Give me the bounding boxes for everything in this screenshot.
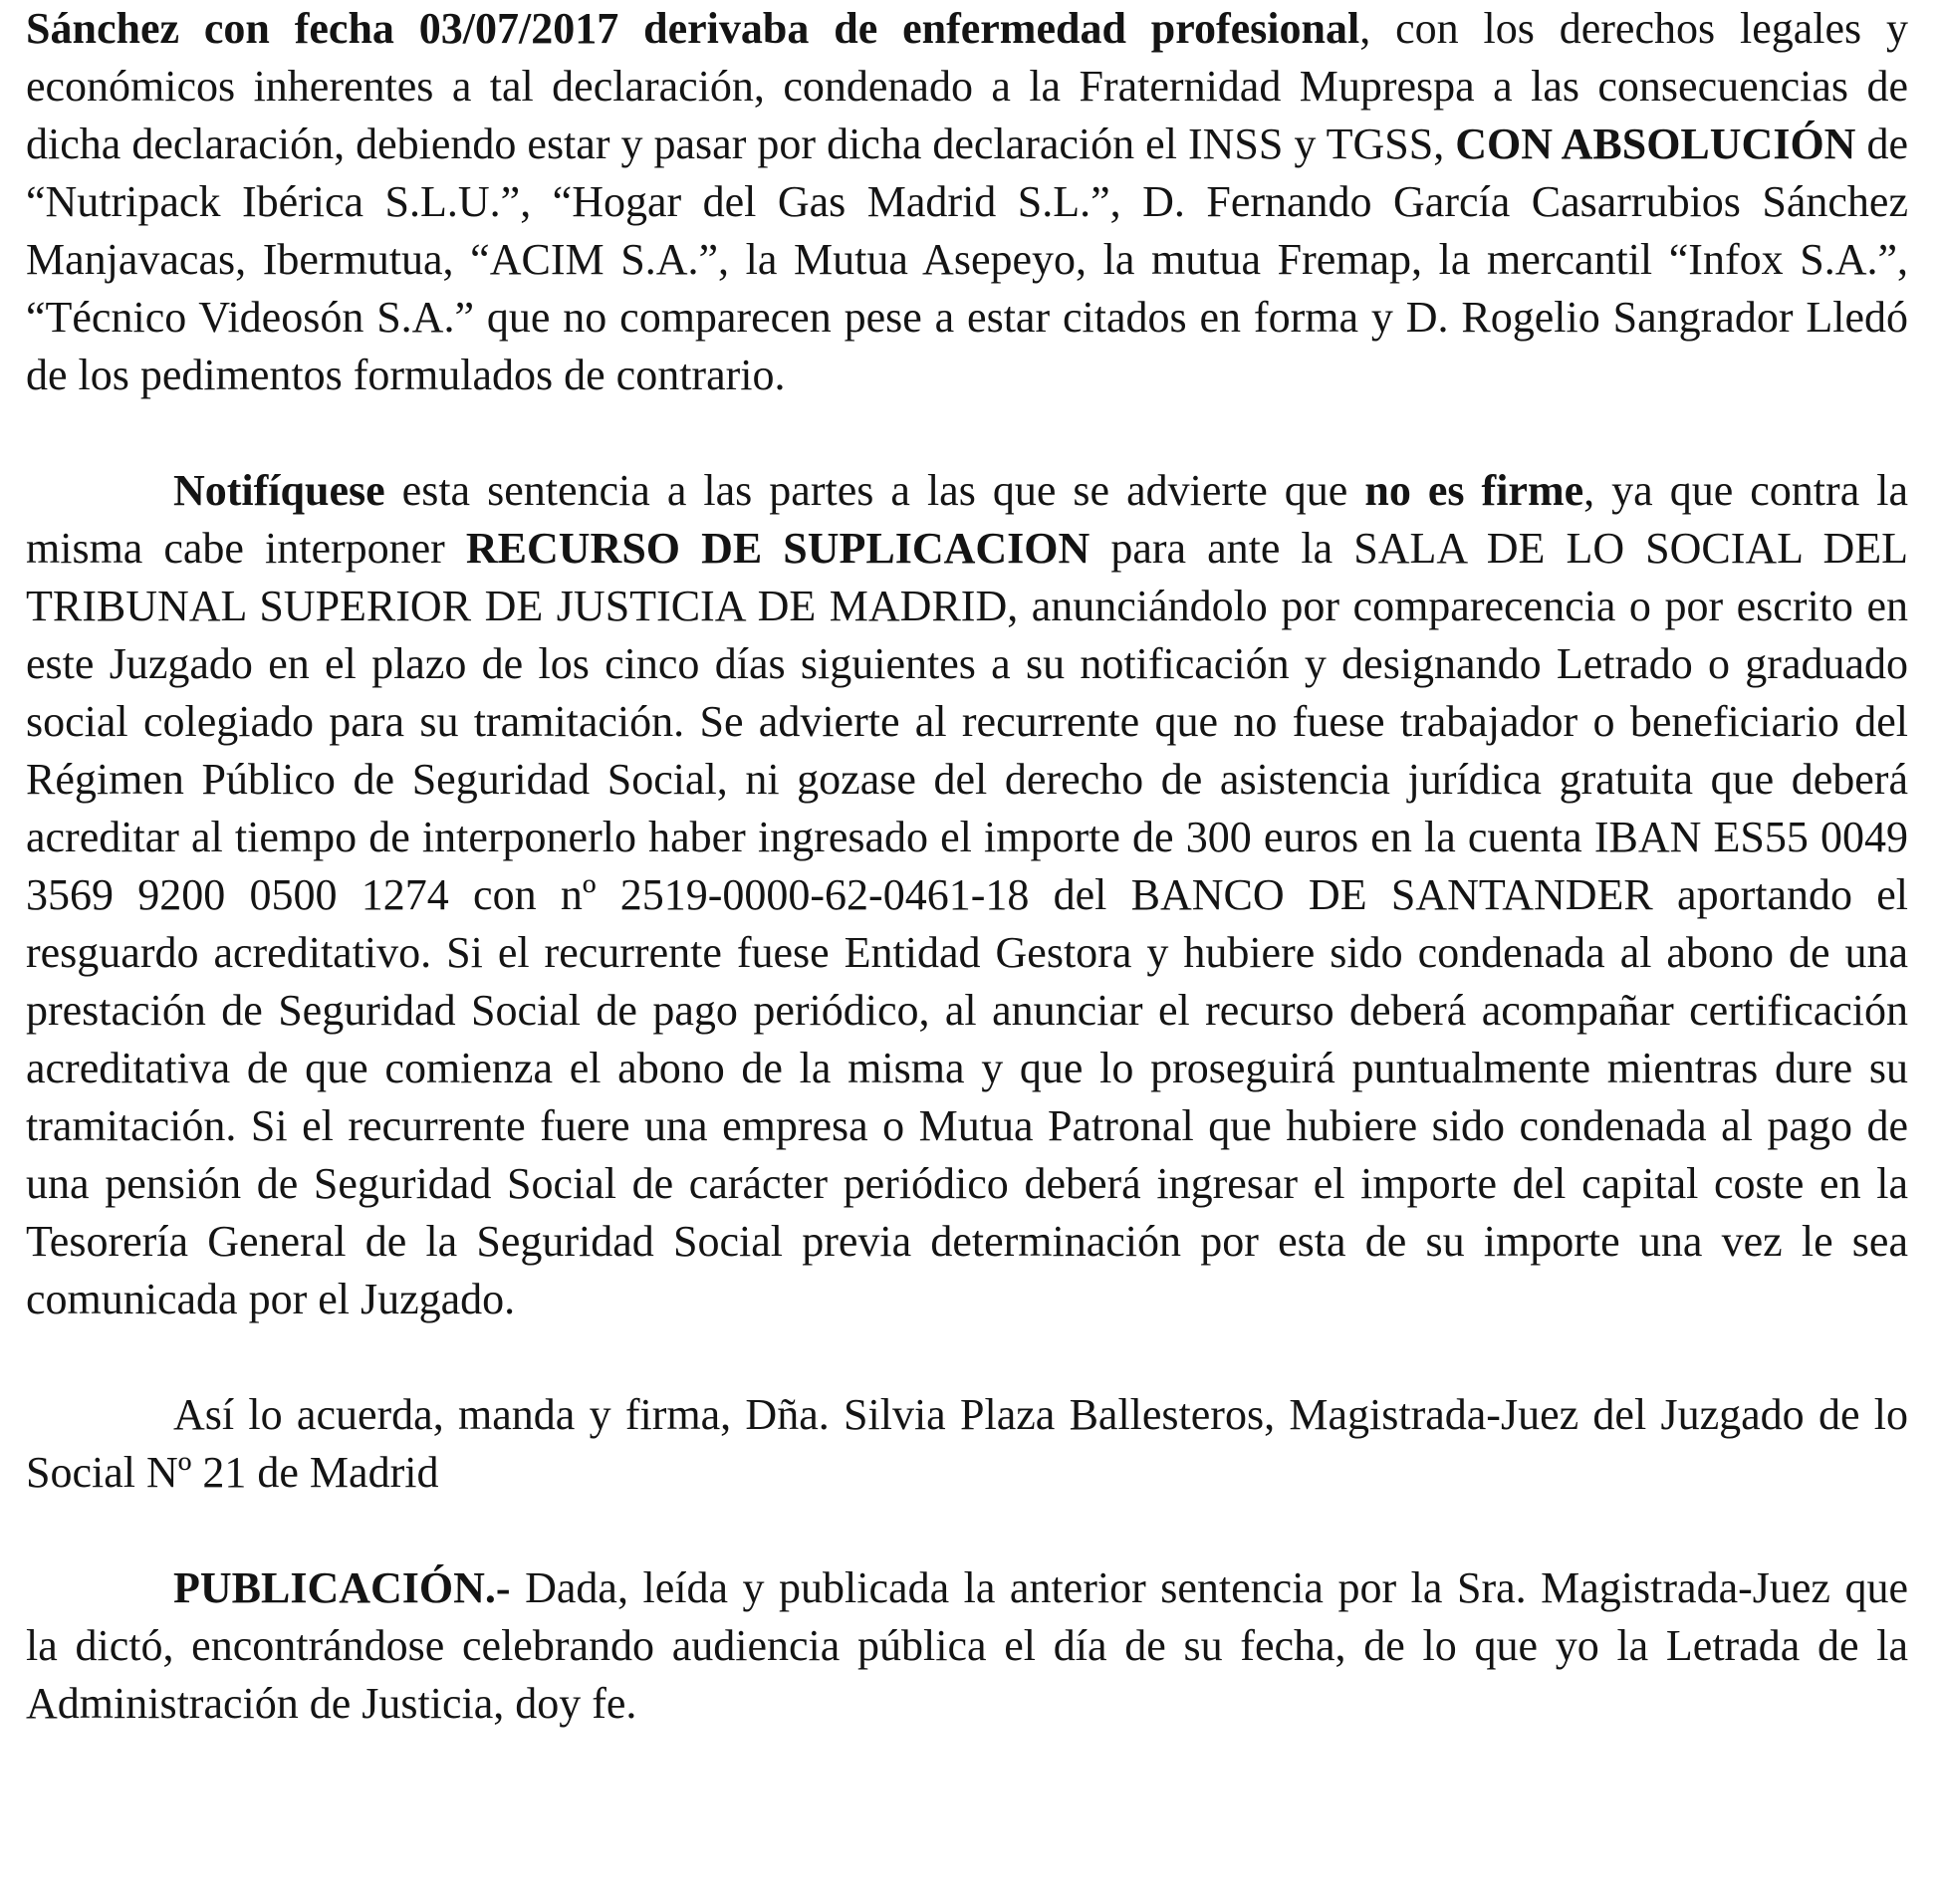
bold-phrase-publicacion: PUBLICACIÓN.- bbox=[173, 1563, 511, 1612]
bold-phrase-con-absolucion: CON ABSOLUCIÓN bbox=[1455, 119, 1856, 168]
paragraph-notificacion-recurso bbox=[26, 462, 1908, 1328]
bold-phrase-recurso-de-suplicacion: RECURSO DE SUPLICACION bbox=[465, 524, 1091, 573]
text-run: de “Nutripack Ibérica S.L.U.”, “Hogar del Gas Madrid S.L.”, D. Fernando García Casarrubios Sánchez Manjavacas, Ibermutua, “ACIM S.A.”, la Mutua Asepeyo, la mutua Fremap, la mercantil “Infox S.A.”, “Técnico Videosón S.A.” que no comparecen pese a estar citados en forma y D. Rogelio Sangrador Lledó de los pedimentos formulados de contrario. bbox=[26, 119, 1908, 399]
bold-phrase-enfermedad-profesional: Sánchez con fecha 03/07/2017 derivaba de enfermedad profesional bbox=[26, 4, 1360, 53]
text-run: , con los derechos legales y económicos inherentes a tal declaración, condenado a la Fraternidad Muprespa a las consecuencias de dicha declaración, debiendo estar y pasar por dicha declaración el INSS y TGSS, bbox=[26, 4, 1908, 168]
paragraph-fallo-conclusion bbox=[26, 0, 1908, 404]
paragraph-firma-magistrada bbox=[26, 1386, 1908, 1502]
bold-phrase-no-es-firme: no es firme bbox=[1364, 466, 1584, 515]
document-page bbox=[26, 0, 1908, 1904]
text-run: esta sentencia a las partes a las que se advierte que bbox=[384, 466, 1365, 515]
bold-phrase-notifiquese: Notifíquese bbox=[173, 466, 385, 515]
text-run: Dada, leída y publicada la anterior sentencia por la Sra. Magistrada-Juez que la dictó, encontrándose celebrando audiencia pública el día de su fecha, de lo que yo la Letrada de la Administración de Justicia, doy fe. bbox=[26, 1563, 1908, 1728]
paragraph-publicacion bbox=[26, 1559, 1908, 1733]
text-run: para ante la SALA DE LO SOCIAL DEL TRIBUNAL SUPERIOR DE JUSTICIA DE MADRID, anunciándolo por comparecencia o por escrito en este Juzgado en el plazo de los cinco días siguientes a su notificación y designando Letrado o graduado social colegiado para su tramitación. Se advierte al recurrente que no fuese trabajador o beneficiario del Régimen Público de Seguridad Social, ni gozase del derecho de asistencia jurídica gratuita que deberá acreditar al tiempo de interponerlo haber ingresado el importe de 300 euros en la cuenta IBAN ES55 0049 3569 9200 0500 1274 con nº 2519-0000-62-0461-18 del BANCO DE SANTANDER aportando el resguardo acreditativo. Si el recurrente fuese Entidad Gestora y hubiere sido condenada al abono de una prestación de Seguridad Social de pago periódico, al anunciar el recurso deberá acompañar certificación acreditativa de que comienza el abono de la misma y que lo proseguirá puntualmente mientras dure su tramitación. Si el recurrente fuere una empresa o Mutua Patronal que hubiere sido condenada al pago de una pensión de Seguridad Social de carácter periódico deberá ingresar el importe del capital coste en la Tesorería General de la Seguridad Social previa determinación por esta de su importe una vez le sea comunicada por el Juzgado. bbox=[26, 524, 1908, 1323]
text-run: Así lo acuerda, manda y firma, Dña. Silvia Plaza Ballesteros, Magistrada-Juez del Juzgado de lo Social Nº 21 de Madrid bbox=[26, 1390, 1908, 1497]
text-run: , ya que contra la misma cabe interponer bbox=[26, 466, 1908, 573]
